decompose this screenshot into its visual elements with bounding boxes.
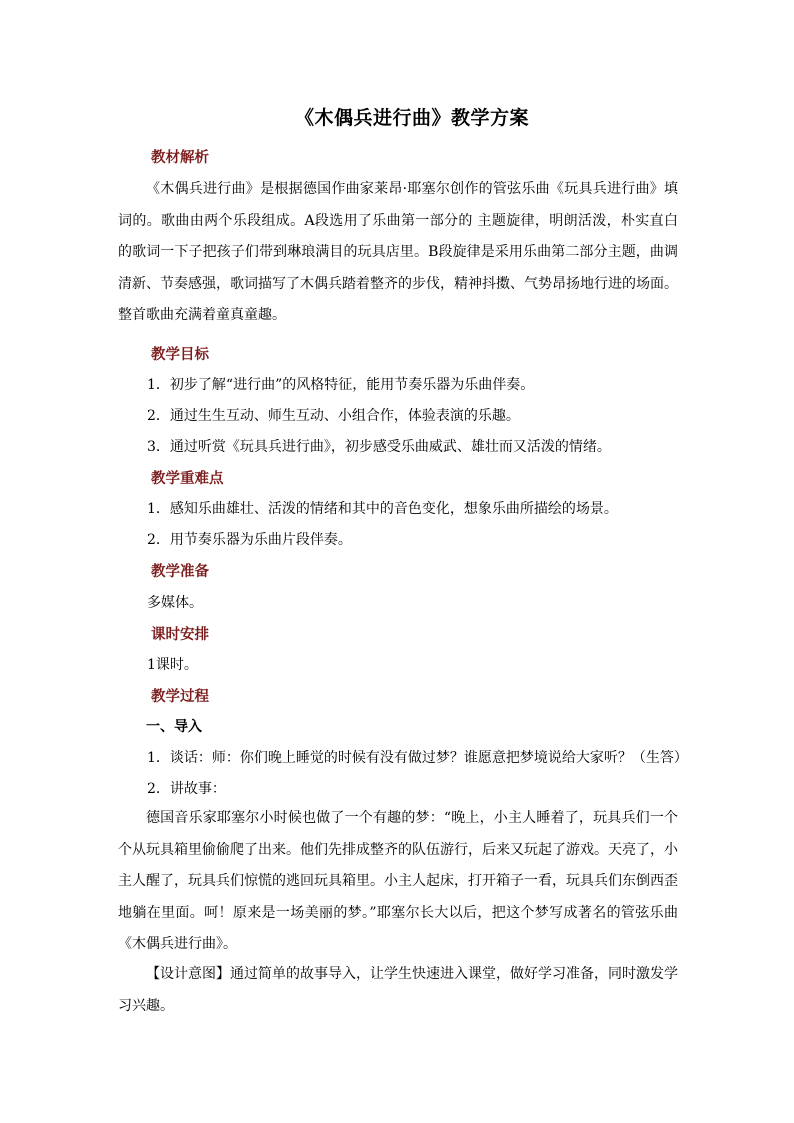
key-point-2: 2．用节奏乐器为乐曲片段伴奏。 [147,532,352,548]
heading-goals: 教学目标 [151,346,209,363]
preparation-text: 多媒体。 [147,595,203,611]
process-item-1: 1．谈话：师：你们晚上睡觉的时候有没有做过梦？谁愿意把梦境说给大家听？（生答） [147,750,688,766]
heading-process: 教学过程 [151,688,209,705]
schedule-text: 1课时。 [147,657,198,673]
process-subheading-intro: 一、导入 [146,719,202,735]
goal-item-1: 1．初步了解“进行曲”的风格特征，能用节奏乐器为乐曲伴奏。 [147,377,535,393]
goal-item-2: 2．通过生生互动、师生互动、小组合作，体验表演的乐趣。 [147,408,520,424]
document-title: 《木偶兵进行曲》教学方案 [294,107,529,129]
goal-item-3: 3．通过听赏《玩具兵进行曲》，初步感受乐曲威武、雄壮而又活泼的情绪。 [147,439,611,455]
analysis-paragraph [118,174,678,332]
key-point-1: 1．感知乐曲雄壮、活泼的情绪和其中的音色变化，想象乐曲所描绘的场景。 [147,501,618,517]
heading-preparation: 教学准备 [151,563,209,580]
heading-analysis: 教材解析 [151,149,209,166]
heading-schedule: 课时安排 [151,626,209,643]
design-intent-text: 【设计意图】通过简单的故事导入，让学生快速进入课堂，做好学习准备，同时激发学习兴趣。 [118,966,678,1014]
process-item-2: 2．讲故事： [147,781,226,797]
design-intent-paragraph [118,959,678,1022]
heading-key-points: 教学重难点 [151,470,224,487]
story-paragraph [118,803,678,961]
story-text: 德国音乐家耶塞尔小时候也做了一个有趣的梦：“晚上，小主人睡着了，玩具兵们一个个从玩具箱里偷偷爬了出来。他们先排成整齐的队伍游行，后来又玩起了游戏。天亮了，小主人醒了，玩具兵们惊慌的逃回玩具箱里。小主人起床，打开箱子一看，玩具兵们东倒西歪地躺在里面。呵！原来是一场美丽的梦。”耶塞尔长大以后，把这个梦写成著名的管弦乐曲《木偶兵进行曲》。 [118,810,678,952]
analysis-text: 《木偶兵进行曲》是根据德国作曲家莱昂·耶塞尔创作的管弦乐曲《玩具兵进行曲》填词的。歌曲由两个乐段组成。A段选用了乐曲第一部分的 主题旋律，明朗活泼，朴实直白的歌词一下子把孩子们带到琳琅满目的玩具店里。B段旋律是采用乐曲第二部分主题，曲调清新、节奏感强，歌词描写了木偶兵踏着整齐的步伐，精神抖擞、气势昂扬地行进的场面。整首歌曲充满着童真童趣。 [118,181,678,323]
